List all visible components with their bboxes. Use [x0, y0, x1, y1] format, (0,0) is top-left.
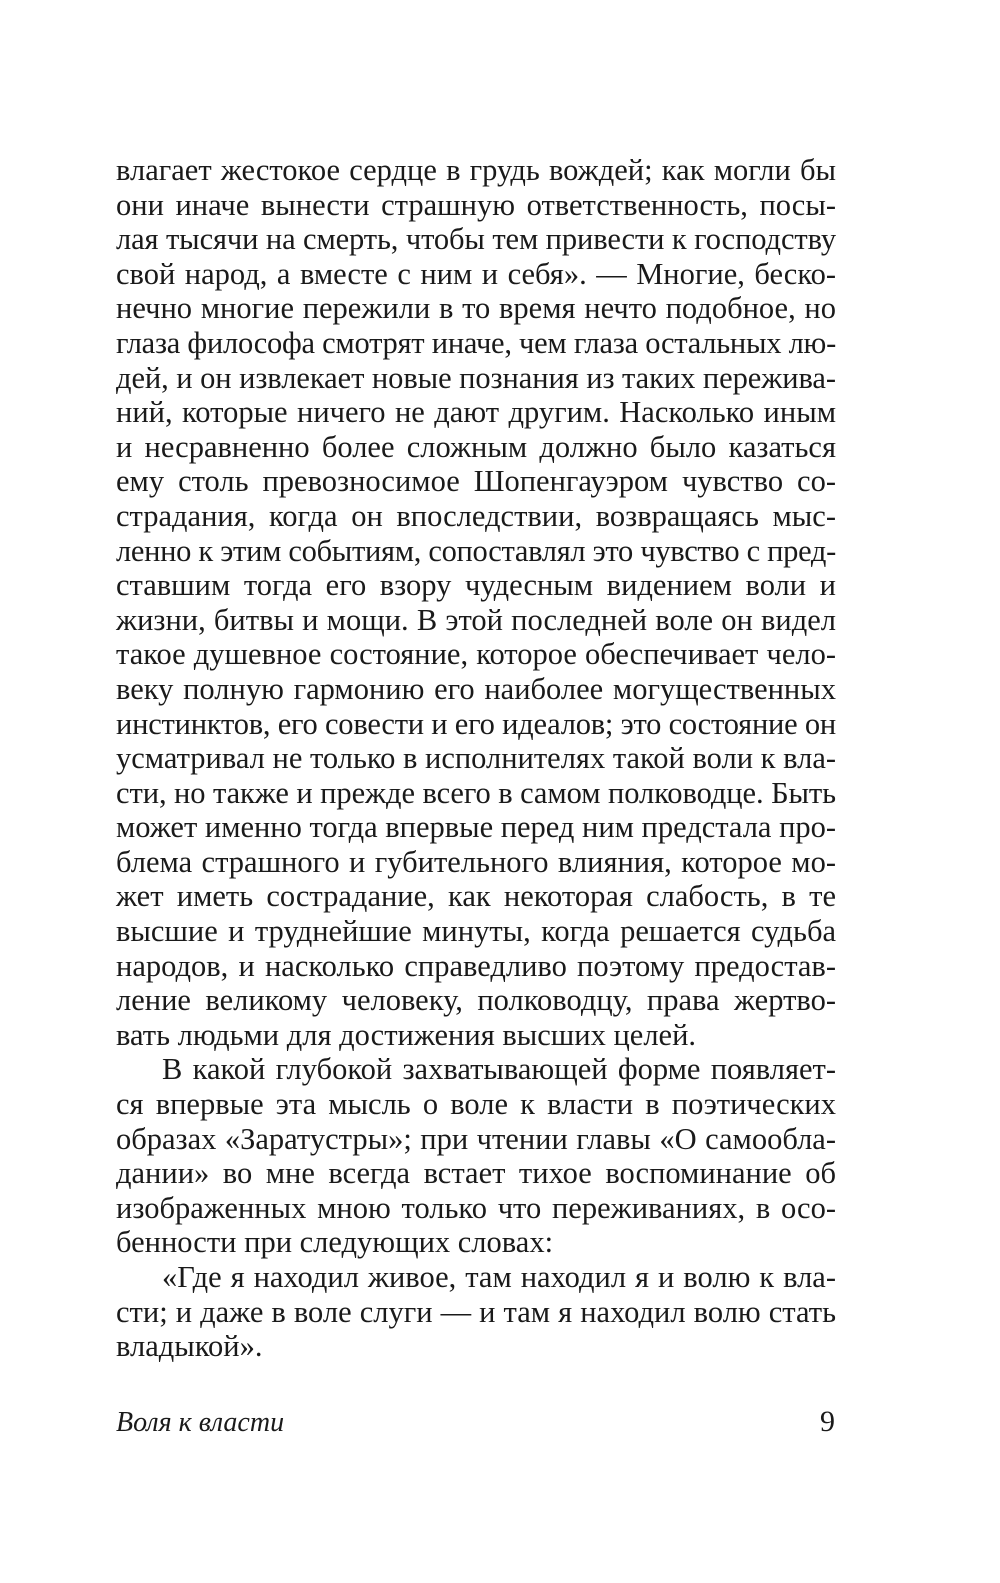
text-line: В какой глубокой захватывающей форме появляет-: [162, 1052, 836, 1087]
text-line: ставшим тогда его взору чудесным видением воли и: [116, 568, 836, 603]
text-line: бенности при следующих словах:: [116, 1225, 554, 1260]
text-line: ление великому человеку, полководцу, права жертво-: [116, 983, 836, 1018]
text-line: страдания, когда он впоследствии, возвращаясь мыс-: [116, 498, 836, 533]
text-line: жет иметь сострадание, как некоторая слабость, в те: [116, 879, 836, 914]
text-line: владыкой».: [116, 1329, 263, 1364]
text-line: веку полную гармонию его наиболее могущественных: [116, 671, 836, 706]
text-line: сти; и даже в воле слуги — и там я находил волю стать: [116, 1294, 836, 1329]
page-number: 9: [820, 1405, 835, 1438]
text-line: ему столь превозносимое Шопенгауэром чувство со-: [116, 464, 836, 499]
text-line: ленно к этим событиям, сопоставлял это чувство с пред-: [116, 533, 836, 568]
text-line: влагает жестокое сердце в грудь вождей; как могли бы: [116, 153, 836, 187]
text-line: сти, но также и прежде всего в самом полководце. Быть: [116, 775, 836, 810]
text-line: свой народ, а вместе с ним и себя». — Многие, беско-: [116, 256, 836, 291]
text-line: дании» во мне всегда встает тихое воспоминание об: [116, 1156, 836, 1191]
text-line: блема страшного и губительного влияния, которое мо-: [116, 844, 836, 879]
text-line: глаза философа смотрят иначе, чем глаза остальных лю-: [116, 325, 836, 360]
text-line: ся впервые эта мысль о воле к власти в поэтических: [116, 1087, 836, 1122]
text-line: ний, которые ничего не дают другим. Насколько иным: [116, 395, 836, 430]
paragraph-3: [116, 1260, 836, 1364]
text-line: высшие и труднейшие минуты, когда решается судьба: [116, 914, 836, 949]
body-text: [116, 153, 836, 1364]
text-line: лая тысячи на смерть, чтобы тем привести к господству: [116, 222, 836, 257]
paragraph-2: [116, 1052, 836, 1260]
text-line: усматривал не только в исполнителях такой воли к вла-: [116, 741, 836, 776]
text-line: и несравненно более сложным должно было казаться: [116, 429, 836, 464]
text-line: народов, и насколько справедливо поэтому предостав-: [116, 948, 836, 983]
text-line: жизни, битвы и мощи. В этой последней воле он видел: [116, 602, 836, 637]
text-line: они иначе вынести страшную ответственность, посы-: [116, 187, 836, 222]
text-line: образах «Заратустры»; при чтении главы «О самообла-: [116, 1121, 836, 1156]
text-line: может именно тогда впервые перед ним предстала про-: [116, 810, 836, 845]
text-line: дей, и он извлекает новые познания из таких пережива-: [116, 360, 836, 395]
text-line: вать людьми для достижения высших целей.: [116, 1017, 697, 1052]
text-line: инстинктов, его совести и его идеалов; это состояние он: [116, 706, 836, 741]
text-line: нечно многие пережили в то время нечто подобное, но: [116, 291, 836, 326]
text-line: изображенных мною только что переживаниях, в осо-: [116, 1190, 836, 1225]
text-line: «Где я находил живое, там находил я и волю к вла-: [162, 1260, 836, 1294]
running-title: Воля к власти: [116, 1407, 285, 1438]
text-line: такое душевное состояние, которое обеспечивает чело-: [116, 637, 836, 672]
paragraph-1: [116, 153, 836, 1052]
